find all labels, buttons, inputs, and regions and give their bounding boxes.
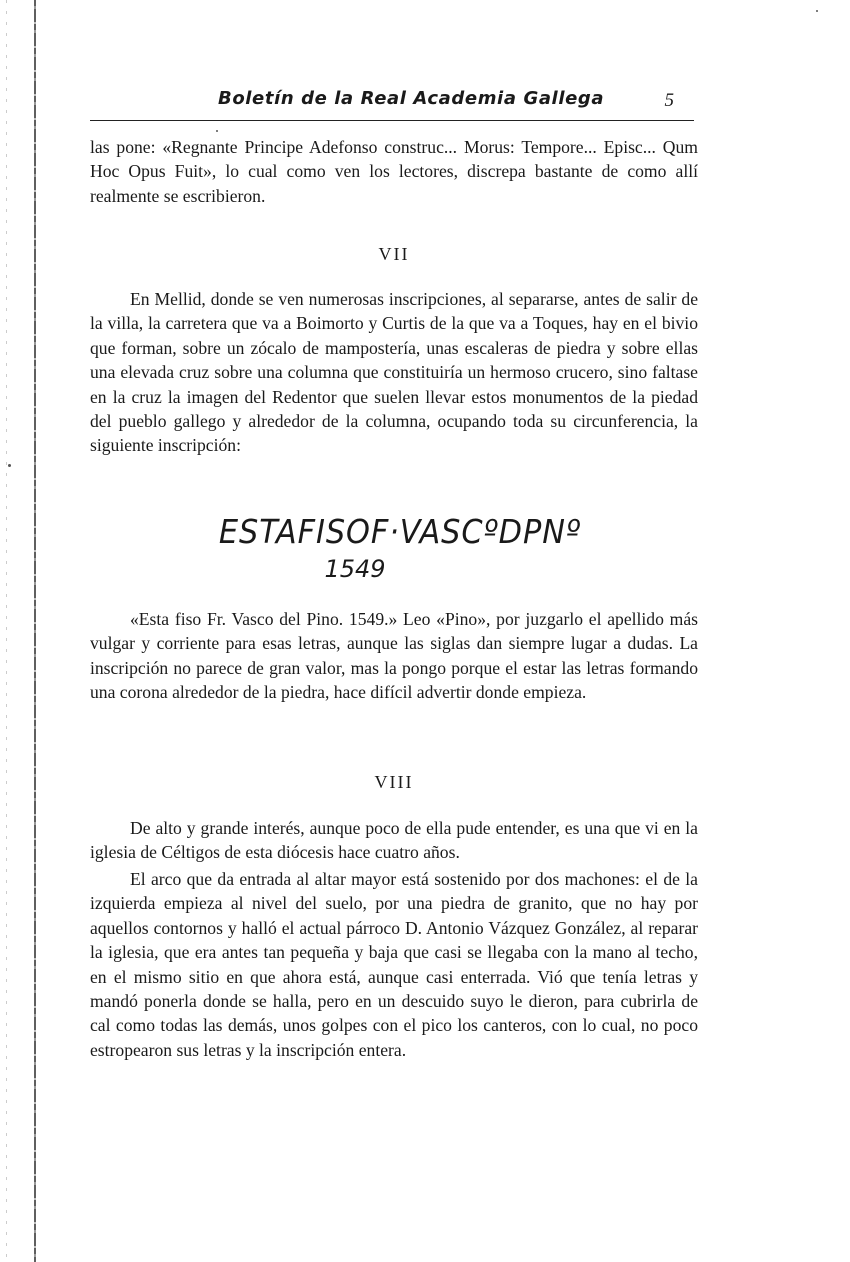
paragraph-mellid: En Mellid, donde se ven numerosas inscripciones, al separarse, antes de salir de la villa, la carretera que va a Boimorto y Curtis de la que va a Toques, hay en el bivio que forman, sobre un zócalo de mampostería, unas escaleras de piedra y sobre ellas una elevada cruz sobre una columna que constituiría un hermoso crucero, sino faltase en la cruz la imagen del Redentor que suelen llevar estos monumentos de la piedad del pueblo gallego y alrededor de la columna, ocupando toda su circunferencia, la siguiente inscripción:	[90, 289, 698, 456]
scan-speck	[816, 10, 818, 12]
paragraph-celtigos: De alto y grande interés, aunque poco de ella pude entender, es una que vi en la iglesia de Céltigos de esta diócesis hace cuatro años.	[90, 818, 698, 863]
paragraph-continuation: las pone: «Regnante Principe Adefonso construc... Morus: Tempore... Episc... Qum Hoc Opus Fuit», lo cual como ven los lectores, discrepa bastante de como allí realmente se escribieron.	[90, 137, 698, 206]
inscription-text: ESTAFISOF·VASCºDPNº	[218, 512, 582, 551]
scan-speck	[216, 130, 218, 132]
paragraph-arch: El arco que da entrada al altar mayor está sostenido por dos machones: el de la izquierda empieza al nivel del suelo, por una piedra de granito, que no hay por aquellos contornos y halló el actual párroco D. Antonio Vázquez González, al reparar la iglesia, que era antes tan pequeña y baja que casi se llegaba con la mano al techo, en el mismo sitio en que ahora está, aunque casi enterrada. Vió que tenía letras y mandó ponerla donde se halla, pero en un descuido suyo le dieron, para cubrirla de cal como todas las demás, unos golpes con el pico los canteros, con lo cual, no poco estropearon sus letras y la inscripción entera.	[90, 869, 698, 1060]
paragraph-reading: «Esta fiso Fr. Vasco del Pino. 1549.» Leo «Pino», por juzgarlo el apellido más vulgar y corriente para esas letras, aunque las siglas dan siempre lugar a dudas. La inscripción no parece de gran valor, mas la pongo porque el estar las letras formando una corona alrededor de la piedra, hace difícil advertir donde empieza.	[90, 609, 698, 703]
page-number: 5	[664, 90, 674, 111]
inscription-year: 1549	[324, 555, 386, 583]
running-head: Boletín de la Real Academia Gallega	[218, 88, 605, 109]
page-header	[90, 88, 694, 121]
binding-edge	[34, 0, 36, 1262]
scan-edge-mark	[6, 0, 7, 1262]
section-heading-viii: VIII	[374, 772, 414, 792]
scan-speck	[8, 464, 11, 467]
section-heading-vii: VII	[378, 244, 410, 264]
